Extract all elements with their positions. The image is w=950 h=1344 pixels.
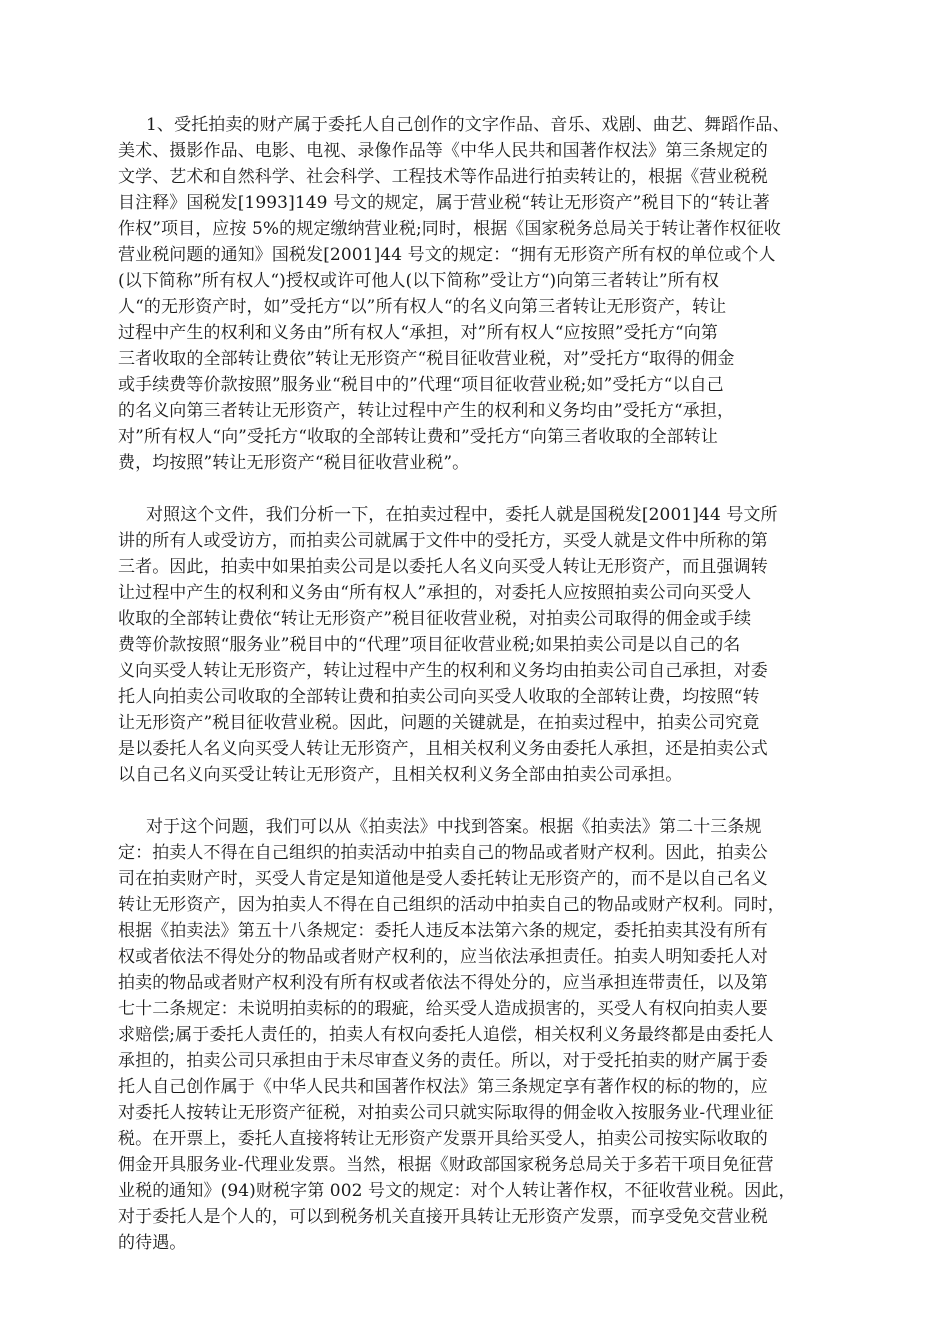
text-line: 营业税问题的通知》国税发[2001]44 号文的规定：“拥有无形资产所有权的单位或个人 xyxy=(118,245,776,265)
text-line: 业税的通知》(94)财税字第 002 号文的规定：对个人转让著作权，不征收营业税。因此， xyxy=(118,1181,796,1201)
text-line: 让过程中产生的权利和义务由“所有权人”承担的，对委托人应按照拍卖公司向买受人 xyxy=(118,583,752,603)
text-line: 对照这个文件，我们分析一下，在拍卖过程中，委托人就是国税发[2001]44 号文所 xyxy=(146,505,778,525)
text-line: 对于委托人是个人的，可以到税务机关直接开具转让无形资产发票，而享受免交营业税 xyxy=(118,1207,768,1227)
text-line: 七十二条规定：未说明拍卖标的的瑕疵，给买受人造成损害的，买受人有权向拍卖人要 xyxy=(118,999,768,1019)
paragraph-3 xyxy=(118,814,858,1256)
text-line: 或手续费等价款按照”服务业“税目中的”代理“项目征收营业税;如”受托方“以自己 xyxy=(118,375,724,395)
text-line: 求赔偿;属于委托人责任的，拍卖人有权向委托人追偿，相关权利义务最终都是由委托人 xyxy=(118,1025,774,1045)
text-line: 根据《拍卖法》第五十八条规定：委托人违反本法第六条的规定，委托拍卖其没有所有 xyxy=(118,921,768,941)
text-line: 三者收取的全部转让费依”转让无形资产“税目征收营业税，对”受托方“取得的佣金 xyxy=(118,349,735,369)
paragraph-spacer xyxy=(118,476,858,502)
text-line: 作权”项目，应按 5%的规定缴纳营业税;同时，根据《国家税务总局关于转让著作权征收 xyxy=(118,219,781,239)
text-line: 费，均按照”转让无形资产“税目征收营业税”。 xyxy=(118,453,470,473)
text-line: 1、受托拍卖的财产属于委托人自己创作的文字作品、音乐、戏剧、曲艺、舞蹈作品、 xyxy=(146,115,790,135)
text-line: 文学、艺术和自然科学、社会科学、工程技术等作品进行拍卖转让的，根据《营业税税 xyxy=(118,167,768,187)
text-line: 承担的，拍卖公司只承担由于未尽审查义务的责任。所以，对于受托拍卖的财产属于委 xyxy=(118,1051,768,1071)
text-line: 托人向拍卖公司收取的全部转让费和拍卖公司向买受人收取的全部转让费，均按照“转 xyxy=(118,687,760,707)
text-line: 讲的所有人或受访方，而拍卖公司就属于文件中的受托方，买受人就是文件中所称的第 xyxy=(118,531,768,551)
text-line: 费等价款按照“服务业”税目中的“代理”项目征收营业税;如果拍卖公司是以自己的名 xyxy=(118,635,741,655)
text-line: 让无形资产”税目征收营业税。因此，问题的关键就是，在拍卖过程中，拍卖公司究竟 xyxy=(118,713,760,733)
text-line: 对委托人按转让无形资产征税，对拍卖公司只就实际取得的佣金收入按服务业-代理业征 xyxy=(118,1103,774,1123)
text-line: 佣金开具服务业-代理业发票。当然，根据《财政部国家税务总局关于多若干项目免征营 xyxy=(118,1155,774,1175)
document-body xyxy=(118,112,858,1256)
text-line: 对于这个问题，我们可以从《拍卖法》中找到答案。根据《拍卖法》第二十三条规 xyxy=(146,817,762,837)
text-line: 的待遇。 xyxy=(118,1233,187,1253)
text-line: 美术、摄影作品、电影、电视、录像作品等《中华人民共和国著作权法》第三条规定的 xyxy=(118,141,768,161)
text-line: 三者。因此，拍卖中如果拍卖公司是以委托人名义向买受人转让无形资产，而且强调转 xyxy=(118,557,768,577)
text-line: 权或者依法不得处分的物品或者财产权利的，应当依法承担责任。拍卖人明知委托人对 xyxy=(118,947,768,967)
paragraph-spacer xyxy=(118,788,858,814)
text-line: 拍卖的物品或者财产权利没有所有权或者依法不得处分的，应当承担连带责任，以及第 xyxy=(118,973,768,993)
paragraph-1 xyxy=(118,112,858,476)
text-line: 义向买受人转让无形资产，转让过程中产生的权利和义务均由拍卖公司自己承担，对委 xyxy=(118,661,768,681)
text-line: 税。在开票上，委托人直接将转让无形资产发票开具给买受人，拍卖公司按实际收取的 xyxy=(118,1129,768,1149)
text-line: 过程中产生的权利和义务由”所有权人“承担，对”所有权人“应按照”受托方“向第 xyxy=(118,323,718,343)
paragraph-2 xyxy=(118,502,858,788)
text-line: 托人自己创作属于《中华人民共和国著作权法》第三条规定享有著作权的标的物的，应 xyxy=(118,1077,768,1097)
text-line: 以自己名义向买受让转让无形资产，且相关权利义务全部由拍卖公司承担。 xyxy=(118,765,683,785)
text-line: 定：拍卖人不得在自己组织的拍卖活动中拍卖自己的物品或者财产权利。因此，拍卖公 xyxy=(118,843,768,863)
text-line: 是以委托人名义向买受人转让无形资产，且相关权利义务由委托人承担，还是拍卖公式 xyxy=(118,739,768,759)
text-line: 目注释》国税发[1993]149 号文的规定，属于营业税“转让无形资产”税目下的“转让著 xyxy=(118,193,770,213)
text-line: 对”所有权人“向”受托方“收取的全部转让费和”受托方“向第三者收取的全部转让 xyxy=(118,427,718,447)
text-line: 的名义向第三者转让无形资产，转让过程中产生的权利和义务均由”受托方“承担， xyxy=(118,401,735,421)
text-line: 司在拍卖财产时，买受人肯定是知道他是受人委托转让无形资产的，而不是以自己名义 xyxy=(118,869,768,889)
text-line: 收取的全部转让费依“转让无形资产”税目征收营业税，对拍卖公司取得的佣金或手续 xyxy=(118,609,752,629)
text-line: 人“的无形资产时，如”受托方“以”所有权人“的名义向第三者转让无形资产，转让 xyxy=(118,297,727,317)
text-line: (以下简称”所有权人“)授权或许可他人(以下简称”受让方“)向第三者转让”所有权 xyxy=(118,271,719,291)
text-line: 转让无形资产，因为拍卖人不得在自己组织的活动中拍卖自己的物品或财产权利。同时， xyxy=(118,895,785,915)
